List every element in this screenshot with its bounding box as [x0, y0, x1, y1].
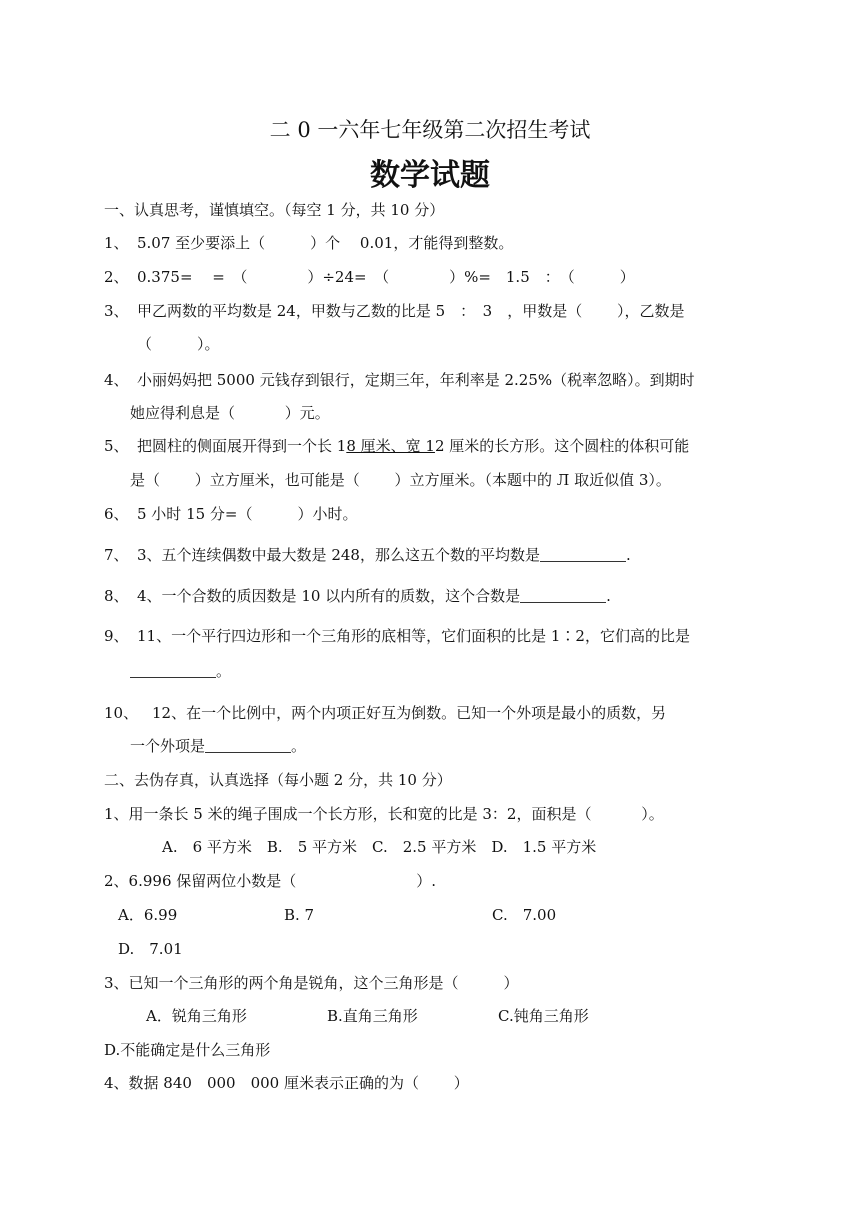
question-text: 12、在一个比例中，两个内项正好互为倒数。已知一个外项是最小的质数，另 [152, 704, 667, 722]
question-2-1-options: A. 6 平方米 B. 5 平方米 C. 2.5 平方米 D. 1.5 平方米 [162, 838, 597, 856]
answer-blank [540, 546, 626, 562]
question-2-4: 4、数据 840 000 000 厘米表示正确的为（ ） [104, 1074, 469, 1092]
section2-heading: 二、去伪存真，认真选择（每小题 2 分，共 10 分） [104, 771, 452, 789]
question-1-7 [104, 545, 631, 565]
question-1-5-cont: 是（ ）立方厘米，也可能是（ ）立方厘米。（本题中的 Л 取近似值 3）。 [130, 471, 671, 489]
option-d: D. 7.01 [118, 940, 183, 958]
question-2-1: 1、用一条长 5 米的绳子围成一个长方形，长和宽的比是 3：2，面积是（ ）。 [104, 805, 664, 823]
question-2-3: 3、已知一个三角形的两个角是锐角，这个三角形是（ ） [104, 974, 519, 992]
page-title: 数学试题 [370, 158, 490, 193]
question-number: 7、 [104, 546, 129, 564]
answer-blank [205, 737, 291, 753]
section1-heading: 一、认真思考，谨慎填空。（每空 1 分，共 10 分） [104, 201, 445, 219]
question-number: 4、 [104, 371, 129, 389]
question-1-8 [104, 586, 611, 606]
question-1-1 [104, 233, 513, 253]
question-1-9-cont [130, 661, 231, 681]
question-number: 3、 [104, 302, 129, 320]
question-end: 。 [216, 662, 232, 680]
question-1-4-cont: 她应得利息是（ ）元。 [130, 404, 330, 422]
option-a: A．锐角三角形 [146, 1007, 247, 1025]
question-1-10 [104, 703, 666, 723]
option-c: C. 7.00 [492, 906, 557, 924]
question-1-3-cont: （ ）。 [137, 335, 220, 353]
question-number: 6、 [104, 505, 129, 523]
underlined-text: 8 厘米、宽 1 [346, 437, 435, 455]
question-text: 5 小时 15 分=（ ）小时。 [137, 505, 358, 523]
question-1-4 [104, 370, 695, 390]
question-end: . [606, 587, 611, 605]
option-d: D.不能确定是什么三角形 [104, 1041, 271, 1059]
question-1-9 [104, 626, 690, 646]
question-end: 。 [291, 737, 307, 755]
question-text: 一个外项是 [130, 737, 206, 755]
option-a: A．6.99 [118, 906, 178, 924]
question-text: 4、一个合数的质因数是 10 以内所有的质数，这个合数是 [137, 587, 521, 605]
exam-subtitle: 二 0 一六年七年级第二次招生考试 [269, 118, 591, 142]
question-text: 把圆柱的侧面展开得到一个长 1 [137, 437, 347, 455]
question-1-10-cont [130, 736, 306, 756]
option-b: B.直角三角形 [327, 1007, 418, 1025]
question-text: 甲乙两数的平均数是 24，甲数与乙数的比是 5 ： 3 ，甲数是（ ），乙数是 [137, 302, 685, 320]
option-c: C.钝角三角形 [498, 1007, 589, 1025]
question-1-5 [104, 436, 689, 456]
question-end: . [625, 546, 631, 564]
question-1-6 [104, 504, 358, 524]
question-number: 8、 [104, 587, 129, 605]
question-text: 0.375= = （ ）÷24= （ ）%= 1.5 ： （ ） [137, 268, 635, 286]
question-text: 5.07 至少要添上（ ）个 0.01，才能得到整数。 [137, 234, 514, 252]
question-text-cont: 2 厘米的长方形。这个圆柱的体积可能 [434, 437, 690, 455]
question-1-3 [104, 301, 684, 321]
answer-blank [520, 587, 606, 603]
question-number: 9、 [104, 627, 129, 645]
answer-blank [130, 662, 216, 678]
question-2-2: 2、6.996 保留两位小数是（ ）. [104, 872, 437, 890]
question-text: 小丽妈妈把 5000 元钱存到银行，定期三年，年利率是 2.25%（税率忽略）。到期时 [137, 371, 695, 389]
question-number: 1、 [104, 234, 129, 252]
question-number: 10、 [104, 704, 139, 722]
question-1-2 [104, 267, 635, 287]
question-number: 2、 [104, 268, 129, 286]
question-number: 5、 [104, 437, 129, 455]
question-text: 11、一个平行四边形和一个三角形的底相等，它们面积的比是 1∶2，它们高的比是 [137, 627, 690, 645]
question-text: 3、五个连续偶数中最大数是 248，那么这五个数的平均数是 [137, 546, 540, 564]
option-b: B. 7 [284, 906, 315, 924]
